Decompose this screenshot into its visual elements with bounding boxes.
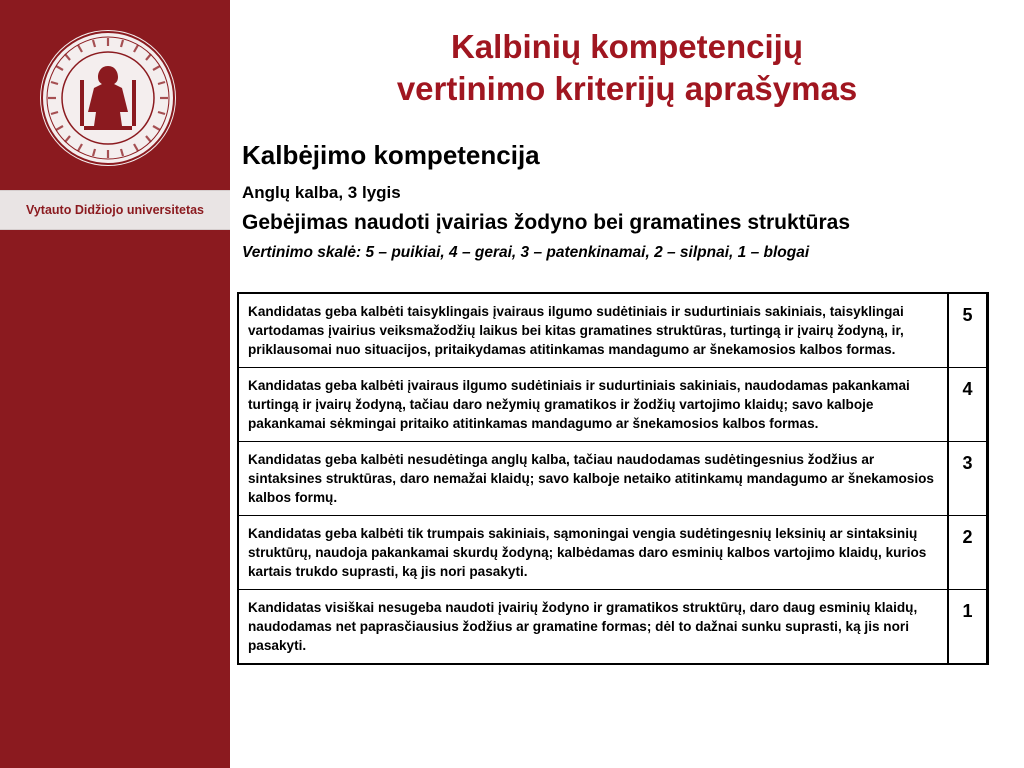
title-line-2: vertinimo kriterijų aprašymas [396,70,858,107]
table-row [238,442,988,516]
title-line-1: Kalbinių kompetencijų [450,28,804,65]
page-title [240,26,1014,110]
university-name: Vytauto Didžiojo universitetas [0,190,230,230]
criterion-score: 2 [948,516,988,590]
table-row [238,293,988,368]
criterion-score: 1 [948,590,988,665]
language-level: Anglų kalba, 3 lygis [242,183,401,202]
criterion-heading: Gebėjimas naudoti įvairias žodyno bei gramatines struktūras [242,211,851,234]
criterion-description: Kandidatas geba kalbėti įvairaus ilgumo sudėtiniais ir sudurtiniais sakiniais, naudodamas pakankamai turtingą ir įvairų žodyną, tačiau daro nežymių gramatikos ir žodžių vartojimo klaidų; savo kalboje pakankamai sėkmingai pritaiko atitinkamas mandagumo ar šnekamosios kalbos formas. [238,368,948,442]
criteria-table [237,292,989,665]
criterion-description: Kandidatas geba kalbėti nesudėtinga anglų kalba, tačiau naudodamas sudėtingesnius žodžius ar sintaksines struktūras, daro nemažai klaidų; savo kalboje netaiko atitinkamų mandagumo ar šnekamosios kalbos formų. [238,442,948,516]
table-row [238,368,988,442]
rating-scale: Vertinimo skalė: 5 – puikiai, 4 – gerai, 3 – patenkinamai, 2 – silpnai, 1 – blogai [242,244,810,261]
criterion-description: Kandidatas visiškai nesugeba naudoti įvairių žodyno ir gramatikos struktūrų, daro daug esminių klaidų, naudodamas net paprasčiausius žodžius ar gramatine formas; dėl to dažnai sunku suprasti, ką jis nori pasakyti. [238,590,948,665]
criterion-description: Kandidatas geba kalbėti taisyklingais įvairaus ilgumo sudėtiniais ir sudurtiniais sakiniais, taisyklingai vartodamas įvairius veiksmažodžių laikus bei kitas gramatines struktūras, turtingą ir įvairų žodyną, ir, priklausomai nuo situacijos, pritaikydamas atitinkamas mandagumo ar šnekamosios kalbos formas. [238,293,948,368]
table-row [238,590,988,665]
sidebar [0,0,230,768]
criterion-score: 3 [948,442,988,516]
criterion-description: Kandidatas geba kalbėti tik trumpais sakiniais, sąmoningai vengia sudėtingesnių leksinių ar sintaksinių struktūrų, naudoja pakankamai skurdų žodyną; kalbėdamas daro esminių kalbos vartojimo klaidų, kurios kartais trukdo suprasti, ką jis nori pasakyti. [238,516,948,590]
subtitle: Kalbėjimo kompetencija [242,140,540,170]
criterion-score: 4 [948,368,988,442]
criterion-score: 5 [948,293,988,368]
table-row [238,516,988,590]
university-seal-icon [38,28,178,168]
